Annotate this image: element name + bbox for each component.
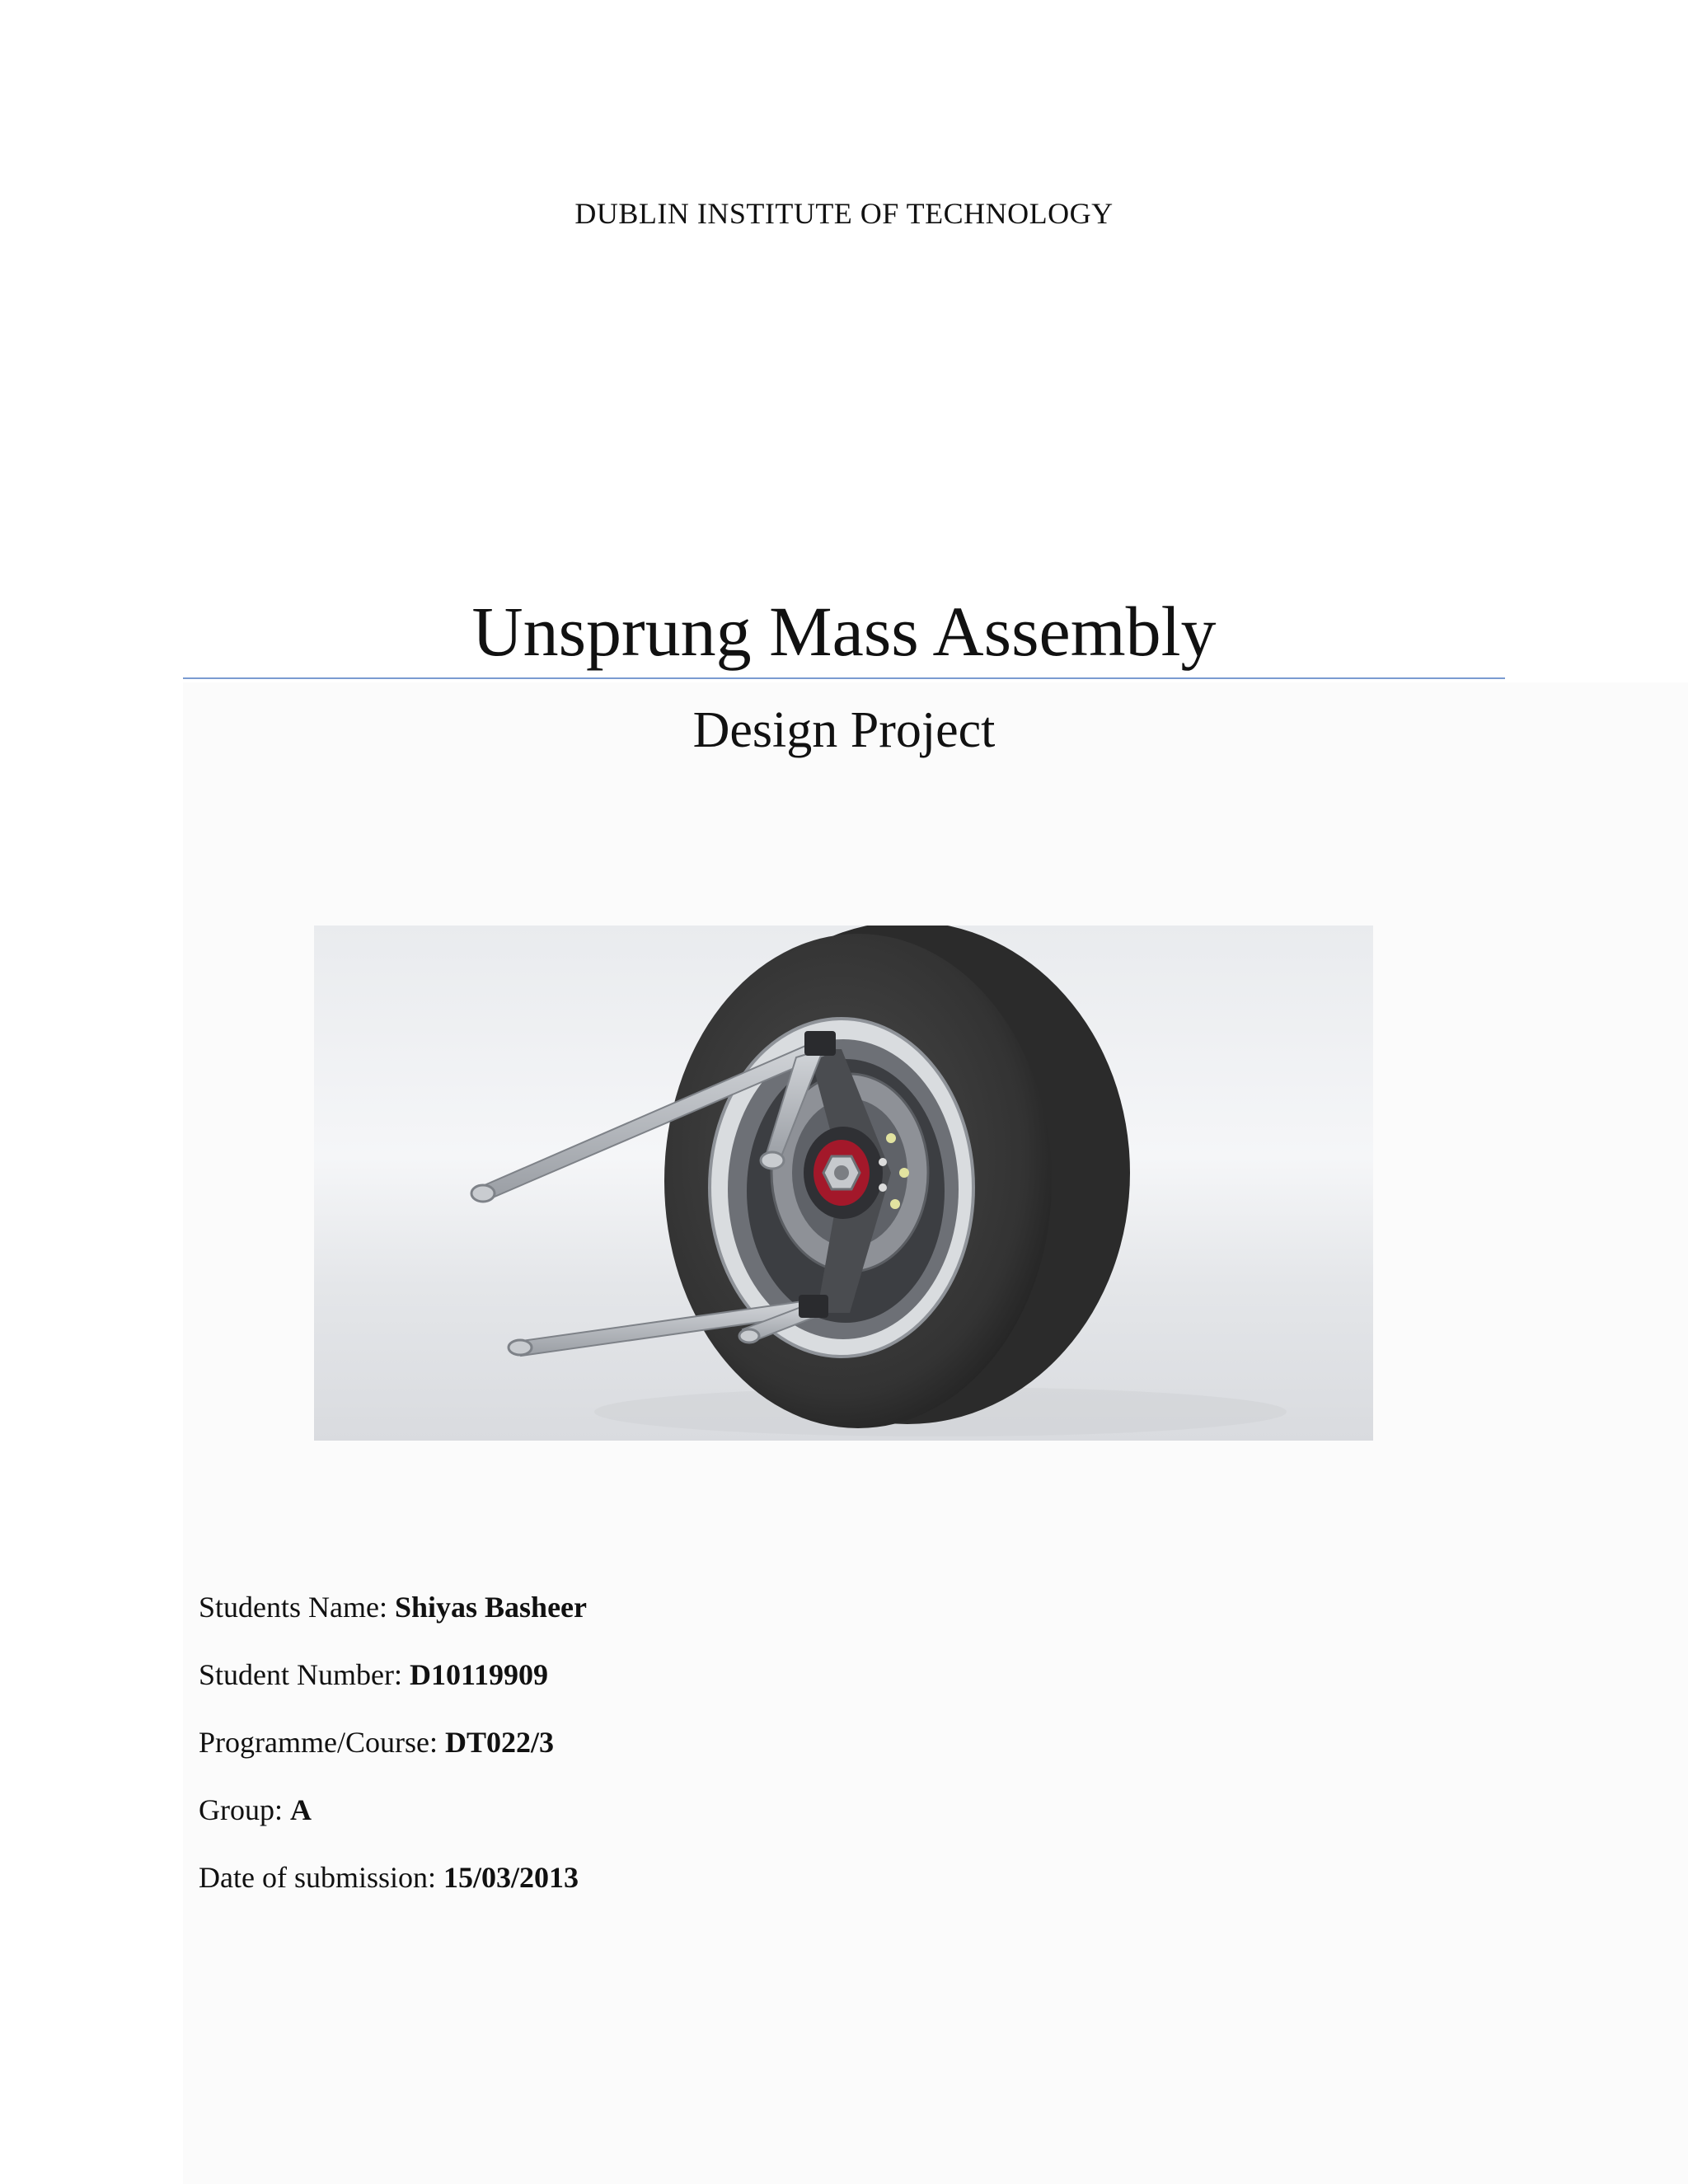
institution-name: DUBLIN INSTITUTE OF TECHNOLOGY xyxy=(574,197,1114,230)
student-number-value: D10119909 xyxy=(409,1658,548,1691)
group-label: Group: xyxy=(199,1793,283,1826)
document-subtitle: Design Project xyxy=(692,702,996,758)
wheel-assembly-figure xyxy=(314,926,1373,1441)
student-name-row xyxy=(199,1586,587,1653)
document-title: Unsprung Mass Assembly xyxy=(471,592,1217,671)
group-row xyxy=(199,1788,587,1856)
submission-date-label: Date of submission: xyxy=(199,1861,436,1894)
student-name-value: Shiyas Basheer xyxy=(394,1591,588,1624)
submission-date-value: 15/03/2013 xyxy=(443,1861,579,1894)
programme-value: DT022/3 xyxy=(444,1726,554,1759)
title-underline xyxy=(183,677,1505,679)
wheel-suspension-render-icon xyxy=(314,926,1373,1441)
student-number-row xyxy=(199,1653,587,1721)
submission-date-row xyxy=(199,1856,587,1924)
student-details xyxy=(199,1586,587,1924)
programme-label: Programme/Course: xyxy=(199,1726,438,1759)
student-number-label: Student Number: xyxy=(199,1658,402,1691)
group-value: A xyxy=(290,1793,312,1826)
programme-row xyxy=(199,1721,587,1788)
student-name-label: Students Name: xyxy=(199,1591,387,1624)
